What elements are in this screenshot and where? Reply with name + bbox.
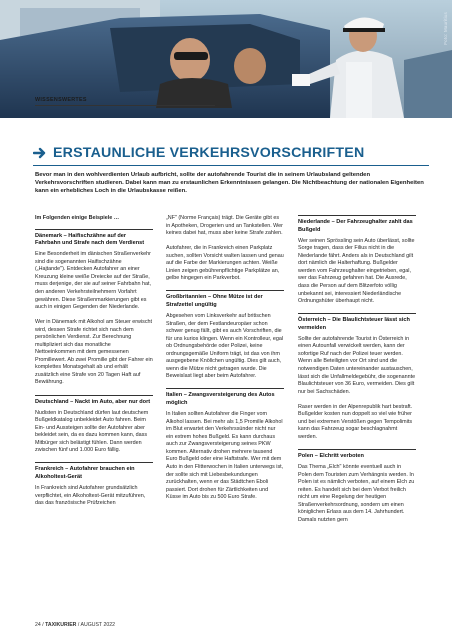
subheading-germany: Deutschland – Nackt im Auto, aber nur dort	[35, 395, 153, 407]
photo-credit: Foto: Mauritius	[443, 12, 448, 45]
subheading-great-britain: Großbritannien – Ohne Mütze ist der Strafzettel ungültig	[166, 290, 284, 309]
column-lead: Im Folgenden einige Beispiele …	[35, 215, 120, 221]
paragraph: Raser werden in der Alpenrepublik hart bestraft. Bußgelder kosten nun doppelt so viel wie früher und bei extremen Verstößen gegen Tempolimits kann das Fahrzeug sogar beschlagnahmt werden.	[298, 403, 413, 440]
article-column-2	[166, 215, 284, 509]
paragraph: In Italien sollten Autofahrer die Finger vom Alkohol lassen. Bei mehr als 1,5 Promille Alkohol im Blut erwartet den Verkehrssünder nicht nur ein extrem hohes Bußgeld. Es kann durchaus auch zur Zwangsversteigerung seines PKW kommen. Alternativ drohen mehrere tausend Euro Bußgeld oder eine Haftstrafe. Wer mit dem Auto in den Flitterwochen in Italien unterwegs ist, der sollte sich mit Liebesbekundungen zurückhalten, wenn er das Städtchen Eboli passiert. Dort drohen für Zärtlichkeiten und Küsse im Auto bis zu 500 Euro Strafe.	[166, 411, 284, 501]
paragraph: Autofahrer, die in Frankreich einen Parkplatz suchen, sollten Vorsicht walten lassen und genau auf die Farbe der Markierungen achten. Weiße Linien zeigen gebührenpflichtige Parkplätze an, gelbe hingegen ein Parkverbot.	[166, 245, 284, 282]
arrow-right-icon	[33, 146, 47, 160]
subheading-austria: Österreich – Die Blaulichtsteuer lässt sich vermeiden	[298, 313, 416, 332]
subheading-poland: Polen – Elchritt verboten	[298, 449, 416, 461]
page-footer: 24 / TAXIKURIER / AUGUST 2022	[35, 622, 115, 628]
article-column-1	[35, 215, 153, 515]
subheading-netherlands: Niederlande – Der Fahrzeughalter zahlt das Bußgeld	[298, 215, 416, 234]
subheading-denmark: Dänemark – Haifischzähne auf der Fahrbahn und Strafe nach dem Verdienst	[35, 229, 153, 248]
issue-date: AUGUST 2022	[80, 622, 115, 628]
magazine-name: TAXIKURIER	[45, 622, 77, 628]
headline-divider	[33, 165, 429, 166]
paragraph: Sollte der autofahrende Tourist in Österreich in einen Autounfall verwickelt werden, kann der sofortige Ruf nach der Polizei teuer werden. Wenn alle Beteiligten vor Ort sind und die notwendigen Daten untereinander austauschen, lässt sich die Unfallmeldegebühr, die sogenannte Blaulichtsteuer von 36 Euro, vermeiden. Dies gilt nur bei Sachschäden.	[298, 335, 416, 395]
section-label: WISSENSWERTES	[35, 97, 87, 103]
paragraph: Wer seinen Sprössling sein Auto überlässt, sollte Sorge tragen, dass der Filius nicht in die Niederlande fährt. Anders als in Deutschland gilt dort nämlich die Halterhaftung. Bußgelder werden vom Fahrzeughalter eingetrieben, egal, wer das Fahrzeug gefahren hat. Die Ausrede, dass die Person auf dem Blitzerfoto völlig unbekannt sei, interessiert Niederländische Ordnungshüter überhaupt nicht.	[298, 237, 415, 305]
headline-block	[33, 143, 433, 163]
paragraph: In Frankreich sind Autofahrer grundsätzlich verpflichtet, ein Alkoholtest-Gerät mitzuführen, das das französische Prüfzeichen	[35, 485, 146, 507]
section-divider	[35, 105, 215, 106]
subheading-italy: Italien – Zwangsversteigerung des Autos möglich	[166, 388, 284, 407]
paragraph: Das Thema „Elch" könnte eventuell auch in Polen dem Touristen zum Verhängnis werden. In Polen ist es nämlich verboten, auf einem Elch zu reiten. Es handelt sich bei dem Verbot freilich nicht um eine Regelung der heutigen Straßenverkehrsordnung, sondern um einen königlichen Erlass aus dem 14. Jahrhundert. Damals nutzten gern	[298, 464, 415, 523]
subheading-france: Frankreich – Autofahrer brauchen ein Alkoholtest-Gerät	[35, 462, 153, 481]
paragraph: Abgesehen vom Linksverkehr auf britischen Straßen, der dem Festlandeuropäer schon schwer genug fällt, gibt es auch Vorschriften, die für uns kurios klingen. Wenn ein Kontrolleur, egal ob Ordnungsbehörde oder Polizei, keine ordnungsgemäße Uniform trägt, ist das von ihm ausgegebene Knöllchen ungültig. Dies gilt auch, wenn die Mütze nicht getragen wurde. Die Beweislast liegt aber beim Autofahrer.	[166, 313, 284, 380]
paragraph: Wer in Dänemark mit Alkohol am Steuer erwischt wird, dessen Strafe richtet sich nach dem persönlichen Verdienst. Zur Berechnung multipliziert sich das monatliche Nettoeinkommen mit dem gemessenen Promillewert. Ab zwei Promille gibt der Fahrer ein komplettes Monatsgehalt ab und erhält zusätzlich eine Strafe von 20 Tagen Haft auf Bewährung.	[35, 319, 153, 386]
paragraph: „NF" (Norme Français) trägt. Die Geräte gibt es in Apotheken, Drogerien und an Tankstellen. Wer keines dabei hat, muss aber keine Strafe zahlen.	[166, 215, 283, 237]
article-column-3	[298, 215, 416, 532]
article-headline: ERSTAUNLICHE VERKEHRSVORSCHRIFTEN	[53, 145, 365, 161]
page-number: 24	[35, 622, 41, 628]
article-intro: Bevor man in den wohlverdienten Urlaub aufbricht, sollte der autofahrende Tourist die in seinem Urlaubsland geltenden Verkehrsvorschriften studieren. Dabei kann man zu erstaunlichen Erkenntnissen gelangen. Die Nichtbeachtung der nationalen Eigenheiten kann ein erhebliches Loch in die Urlaubskasse reißen.	[35, 172, 424, 194]
paragraph: Eine Besonderheit im dänischen Straßenverkehr sind die sogenannten Haifischzähne („Hajtande"). Entdecken Autofahrer an einer Kreuzung kleine weiße Dreiecke auf der Straße, muss derjenige, der sie auf seiner Fahrbahn hat, den anderen Verkehrsteilnehmern Vorfahrt gewähren. Diese Straßenmarkierungen gibt es auch in einigen Gegenden der Niederlande.	[35, 251, 151, 311]
paragraph: Nudisten in Deutschland dürfen laut deutschem Bußgeldkatalog unbekleidet Auto fahren. Beim Ein- und Aussteigen sollte der Autofahrer aber bekleidet sein, da es dazu kommen kann, dass Mitbürger sich belästigt fühlen. Dann werden zwischen fünf und 1.000 Euro fällig.	[35, 409, 149, 454]
